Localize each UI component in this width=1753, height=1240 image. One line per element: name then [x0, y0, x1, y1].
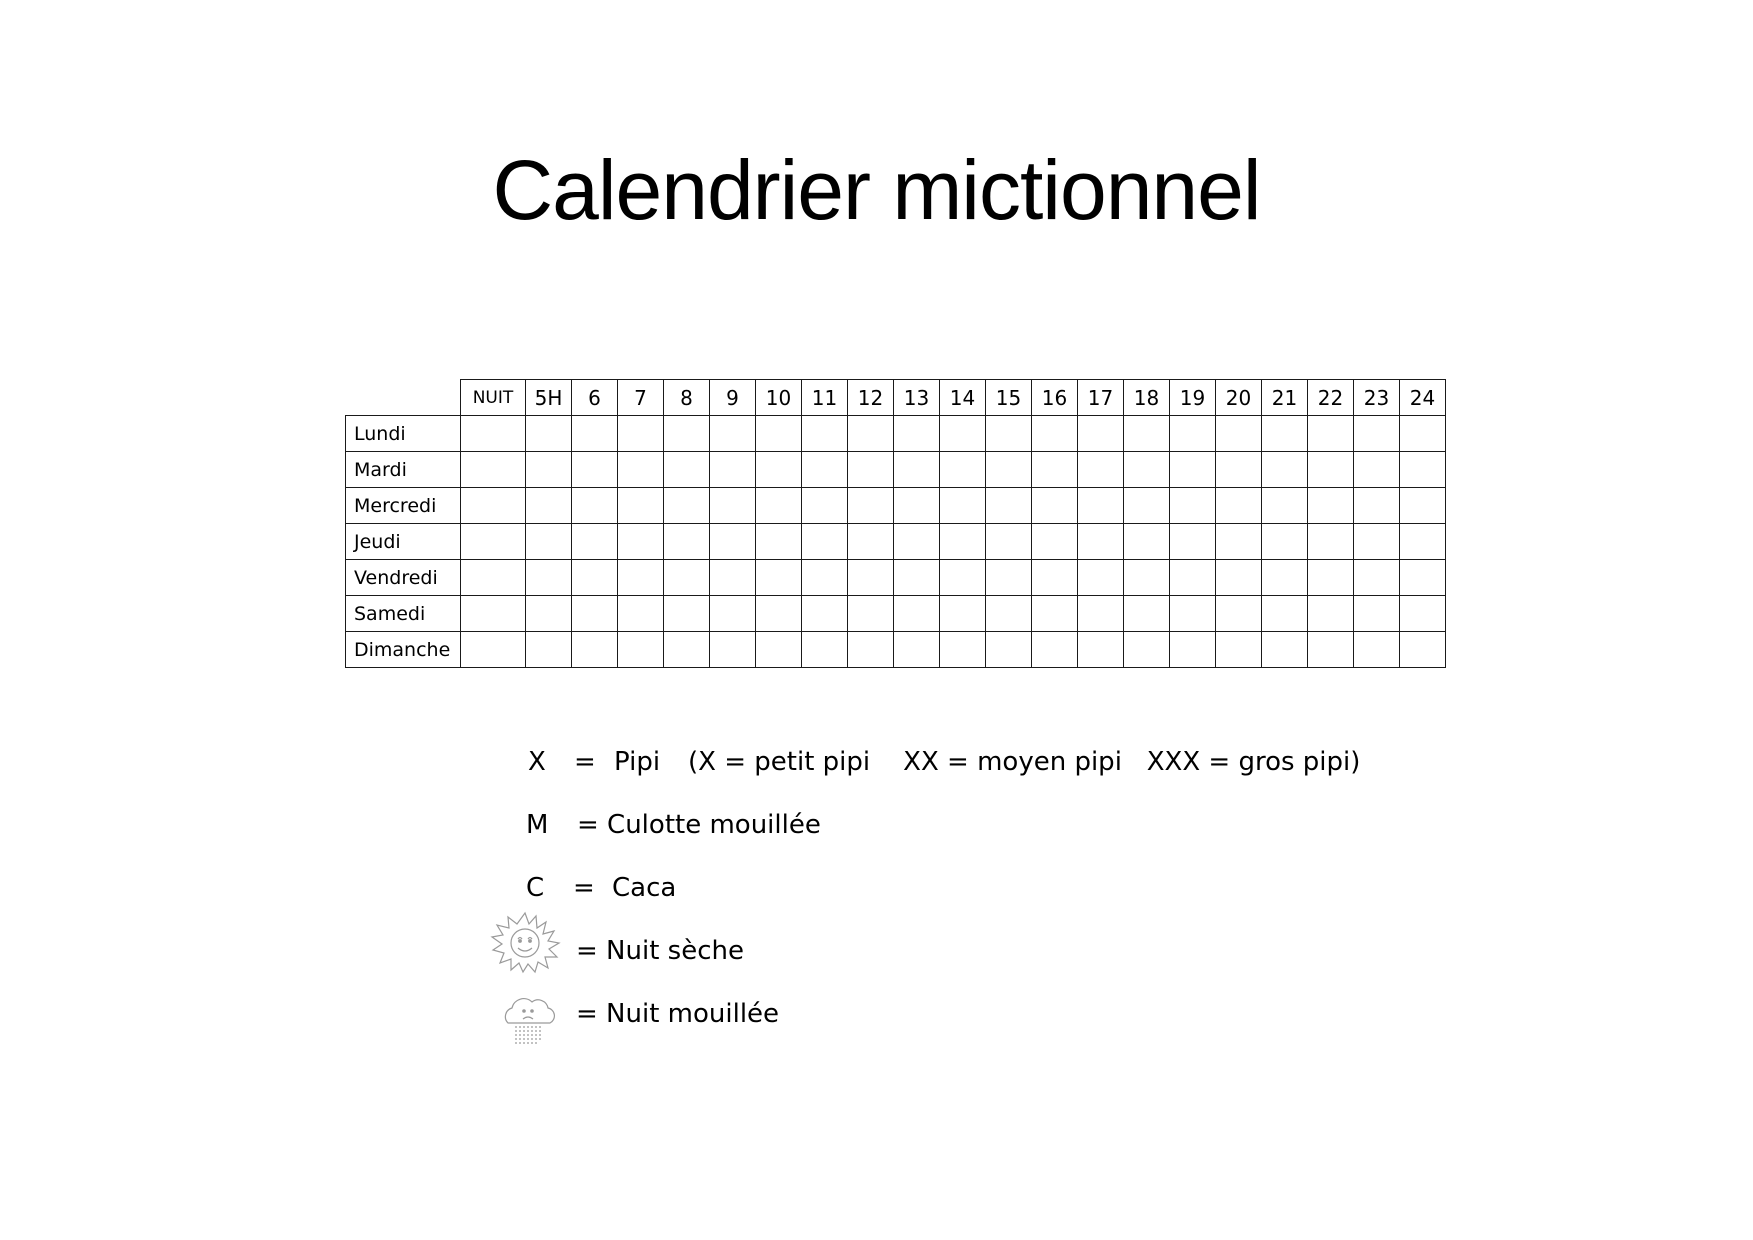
entry-cell[interactable] — [461, 596, 526, 632]
entry-cell[interactable] — [1400, 632, 1446, 668]
hour-header-5h: 5H — [526, 380, 572, 416]
entry-cell[interactable] — [1124, 596, 1170, 632]
legend-culotte-symbol: M — [526, 810, 549, 840]
hour-header-8: 8 — [664, 380, 710, 416]
entry-cell[interactable] — [1124, 560, 1170, 596]
entry-cell[interactable] — [710, 488, 756, 524]
entry-cell[interactable] — [1262, 632, 1308, 668]
day-label: Samedi — [346, 596, 461, 632]
entry-cell[interactable] — [1124, 452, 1170, 488]
rain-cloud-icon — [494, 993, 560, 1049]
entry-cell[interactable] — [1216, 560, 1262, 596]
entry-cell[interactable] — [1262, 596, 1308, 632]
hour-header-12: 12 — [848, 380, 894, 416]
entry-cell[interactable] — [526, 596, 572, 632]
entry-cell[interactable] — [1216, 416, 1262, 452]
entry-cell[interactable] — [526, 632, 572, 668]
entry-cell[interactable] — [1308, 596, 1354, 632]
entry-cell[interactable] — [1124, 632, 1170, 668]
entry-cell[interactable] — [894, 452, 940, 488]
legend-pipi-detail: (X = petit pipi XX = moyen pipi XXX = gros pipi) — [688, 747, 1361, 777]
hour-header-13: 13 — [894, 380, 940, 416]
header-row — [346, 380, 1446, 416]
entry-cell[interactable] — [1308, 452, 1354, 488]
entry-cell[interactable] — [940, 596, 986, 632]
entry-cell[interactable] — [940, 524, 986, 560]
entry-cell[interactable] — [1216, 452, 1262, 488]
entry-cell[interactable] — [710, 632, 756, 668]
entry-cell[interactable] — [1308, 416, 1354, 452]
hour-header-11: 11 — [802, 380, 848, 416]
table-row-mercredi — [346, 488, 1446, 524]
table-row-samedi — [346, 596, 1446, 632]
entry-cell[interactable] — [1124, 416, 1170, 452]
entry-cell[interactable] — [802, 416, 848, 452]
entry-cell[interactable] — [1216, 632, 1262, 668]
legend-caca-label: Caca — [612, 873, 677, 903]
entry-cell[interactable] — [1216, 488, 1262, 524]
entry-cell[interactable] — [940, 632, 986, 668]
entry-cell[interactable] — [1216, 524, 1262, 560]
entry-cell[interactable] — [940, 452, 986, 488]
entry-cell[interactable] — [986, 524, 1032, 560]
entry-cell[interactable] — [710, 596, 756, 632]
entry-cell[interactable] — [572, 596, 618, 632]
entry-cell[interactable] — [572, 416, 618, 452]
table-body — [346, 416, 1446, 668]
legend-caca-symbol: C — [526, 873, 545, 903]
entry-cell[interactable] — [1078, 560, 1124, 596]
entry-cell[interactable] — [572, 632, 618, 668]
entry-cell[interactable] — [1032, 524, 1078, 560]
entry-cell[interactable] — [710, 452, 756, 488]
entry-cell[interactable] — [848, 488, 894, 524]
entry-cell[interactable] — [802, 524, 848, 560]
entry-cell[interactable] — [848, 596, 894, 632]
hour-header-19: 19 — [1170, 380, 1216, 416]
entry-cell[interactable] — [1354, 632, 1400, 668]
entry-cell[interactable] — [986, 488, 1032, 524]
entry-cell[interactable] — [1078, 524, 1124, 560]
entry-cell[interactable] — [1078, 632, 1124, 668]
legend-nuit-mouillee-text: = Nuit mouillée — [576, 999, 780, 1029]
table-row-lundi — [346, 416, 1446, 452]
entry-cell[interactable] — [461, 452, 526, 488]
entry-cell[interactable] — [572, 488, 618, 524]
entry-cell[interactable] — [1262, 560, 1308, 596]
entry-cell[interactable] — [1032, 632, 1078, 668]
entry-cell[interactable] — [572, 452, 618, 488]
entry-cell[interactable] — [848, 416, 894, 452]
hour-header-20: 20 — [1216, 380, 1262, 416]
entry-cell[interactable] — [1262, 488, 1308, 524]
entry-cell[interactable] — [710, 416, 756, 452]
entry-cell[interactable] — [986, 596, 1032, 632]
entry-cell[interactable] — [526, 560, 572, 596]
entry-cell[interactable] — [1354, 416, 1400, 452]
entry-cell[interactable] — [1078, 596, 1124, 632]
entry-cell[interactable] — [461, 416, 526, 452]
entry-cell[interactable] — [1170, 488, 1216, 524]
corner-cell — [346, 380, 461, 416]
entry-cell[interactable] — [618, 416, 664, 452]
hour-header-15: 15 — [986, 380, 1032, 416]
entry-cell[interactable] — [894, 488, 940, 524]
entry-cell[interactable] — [618, 452, 664, 488]
entry-cell[interactable] — [1032, 488, 1078, 524]
hour-header-14: 14 — [940, 380, 986, 416]
entry-cell[interactable] — [986, 452, 1032, 488]
entry-cell[interactable] — [618, 632, 664, 668]
entry-cell[interactable] — [1170, 416, 1216, 452]
entry-cell[interactable] — [1262, 416, 1308, 452]
entry-cell[interactable] — [756, 524, 802, 560]
table-row-vendredi — [346, 560, 1446, 596]
entry-cell[interactable] — [710, 524, 756, 560]
page-title: Calendrier mictionnel — [492, 143, 1261, 237]
day-label: Jeudi — [346, 524, 461, 560]
hour-header-7: 7 — [618, 380, 664, 416]
hour-header-16: 16 — [1032, 380, 1078, 416]
entry-cell[interactable] — [618, 524, 664, 560]
entry-cell[interactable] — [756, 632, 802, 668]
entry-cell[interactable] — [848, 524, 894, 560]
entry-cell[interactable] — [1032, 560, 1078, 596]
hour-header-10: 10 — [756, 380, 802, 416]
entry-cell[interactable] — [1354, 488, 1400, 524]
entry-cell[interactable] — [1354, 560, 1400, 596]
legend-caca-equals: = — [573, 873, 595, 903]
entry-cell[interactable] — [526, 524, 572, 560]
entry-cell[interactable] — [894, 632, 940, 668]
hour-header-22: 22 — [1308, 380, 1354, 416]
entry-cell[interactable] — [848, 452, 894, 488]
hour-header-17: 17 — [1078, 380, 1124, 416]
hour-header-24: 24 — [1400, 380, 1446, 416]
legend-pipi-equals: = — [574, 747, 596, 777]
legend-pipi-symbol: X — [528, 747, 546, 777]
entry-cell[interactable] — [1078, 488, 1124, 524]
entry-cell[interactable] — [756, 560, 802, 596]
entry-cell[interactable] — [664, 416, 710, 452]
entry-cell[interactable] — [664, 488, 710, 524]
entry-cell[interactable] — [1308, 488, 1354, 524]
entry-cell[interactable] — [756, 488, 802, 524]
legend-pipi-label: Pipi — [614, 747, 661, 777]
voiding-calendar-table — [345, 379, 1446, 668]
entry-cell[interactable] — [756, 452, 802, 488]
entry-cell[interactable] — [664, 524, 710, 560]
entry-cell[interactable] — [1078, 452, 1124, 488]
entry-cell[interactable] — [1400, 488, 1446, 524]
entry-cell[interactable] — [572, 560, 618, 596]
entry-cell[interactable] — [802, 488, 848, 524]
entry-cell[interactable] — [1400, 524, 1446, 560]
entry-cell[interactable] — [461, 632, 526, 668]
entry-cell[interactable] — [848, 632, 894, 668]
entry-cell[interactable] — [1170, 560, 1216, 596]
entry-cell[interactable] — [461, 488, 526, 524]
entry-cell[interactable] — [1400, 416, 1446, 452]
entry-cell[interactable] — [1308, 524, 1354, 560]
table-row-mardi — [346, 452, 1446, 488]
entry-cell[interactable] — [1170, 524, 1216, 560]
legend-culotte-text: = Culotte mouillée — [577, 810, 821, 840]
hour-header-6: 6 — [572, 380, 618, 416]
day-label: Vendredi — [346, 560, 461, 596]
entry-cell[interactable] — [1170, 632, 1216, 668]
entry-cell[interactable] — [1262, 524, 1308, 560]
entry-cell[interactable] — [461, 560, 526, 596]
entry-cell[interactable] — [1216, 596, 1262, 632]
hour-header-23: 23 — [1354, 380, 1400, 416]
entry-cell[interactable] — [986, 632, 1032, 668]
entry-cell[interactable] — [664, 452, 710, 488]
day-label: Mercredi — [346, 488, 461, 524]
sun-icon — [488, 910, 562, 974]
entry-cell[interactable] — [894, 560, 940, 596]
entry-cell[interactable] — [664, 596, 710, 632]
entry-cell[interactable] — [710, 560, 756, 596]
entry-cell[interactable] — [526, 416, 572, 452]
entry-cell[interactable] — [1032, 596, 1078, 632]
entry-cell[interactable] — [894, 596, 940, 632]
day-label: Lundi — [346, 416, 461, 452]
entry-cell[interactable] — [461, 524, 526, 560]
entry-cell[interactable] — [1032, 416, 1078, 452]
entry-cell[interactable] — [1308, 560, 1354, 596]
entry-cell[interactable] — [526, 452, 572, 488]
entry-cell[interactable] — [618, 596, 664, 632]
hour-header-nuit: NUIT — [461, 380, 526, 416]
table-row-jeudi — [346, 524, 1446, 560]
entry-cell[interactable] — [756, 596, 802, 632]
entry-cell[interactable] — [986, 560, 1032, 596]
legend-nuit-seche-text: = Nuit sèche — [576, 936, 744, 966]
entry-cell[interactable] — [664, 560, 710, 596]
day-label: Mardi — [346, 452, 461, 488]
entry-cell[interactable] — [1400, 560, 1446, 596]
entry-cell[interactable] — [1400, 452, 1446, 488]
entry-cell[interactable] — [1078, 416, 1124, 452]
entry-cell[interactable] — [940, 488, 986, 524]
entry-cell[interactable] — [1032, 452, 1078, 488]
table-row-dimanche — [346, 632, 1446, 668]
entry-cell[interactable] — [986, 416, 1032, 452]
entry-cell[interactable] — [618, 560, 664, 596]
entry-cell[interactable] — [1354, 524, 1400, 560]
hour-header-21: 21 — [1262, 380, 1308, 416]
entry-cell[interactable] — [848, 560, 894, 596]
entry-cell[interactable] — [802, 632, 848, 668]
entry-cell[interactable] — [1170, 452, 1216, 488]
day-label: Dimanche — [346, 632, 461, 668]
entry-cell[interactable] — [572, 524, 618, 560]
hour-header-9: 9 — [710, 380, 756, 416]
entry-cell[interactable] — [802, 452, 848, 488]
entry-cell[interactable] — [940, 560, 986, 596]
entry-cell[interactable] — [664, 632, 710, 668]
entry-cell[interactable] — [526, 488, 572, 524]
entry-cell[interactable] — [1124, 488, 1170, 524]
entry-cell[interactable] — [1354, 596, 1400, 632]
entry-cell[interactable] — [894, 524, 940, 560]
entry-cell[interactable] — [940, 416, 986, 452]
entry-cell[interactable] — [1170, 596, 1216, 632]
entry-cell[interactable] — [618, 488, 664, 524]
hour-header-18: 18 — [1124, 380, 1170, 416]
entry-cell[interactable] — [1124, 524, 1170, 560]
entry-cell[interactable] — [894, 416, 940, 452]
entry-cell[interactable] — [802, 596, 848, 632]
entry-cell[interactable] — [1262, 452, 1308, 488]
entry-cell[interactable] — [1354, 452, 1400, 488]
entry-cell[interactable] — [756, 416, 802, 452]
entry-cell[interactable] — [1400, 596, 1446, 632]
entry-cell[interactable] — [1308, 632, 1354, 668]
entry-cell[interactable] — [802, 560, 848, 596]
